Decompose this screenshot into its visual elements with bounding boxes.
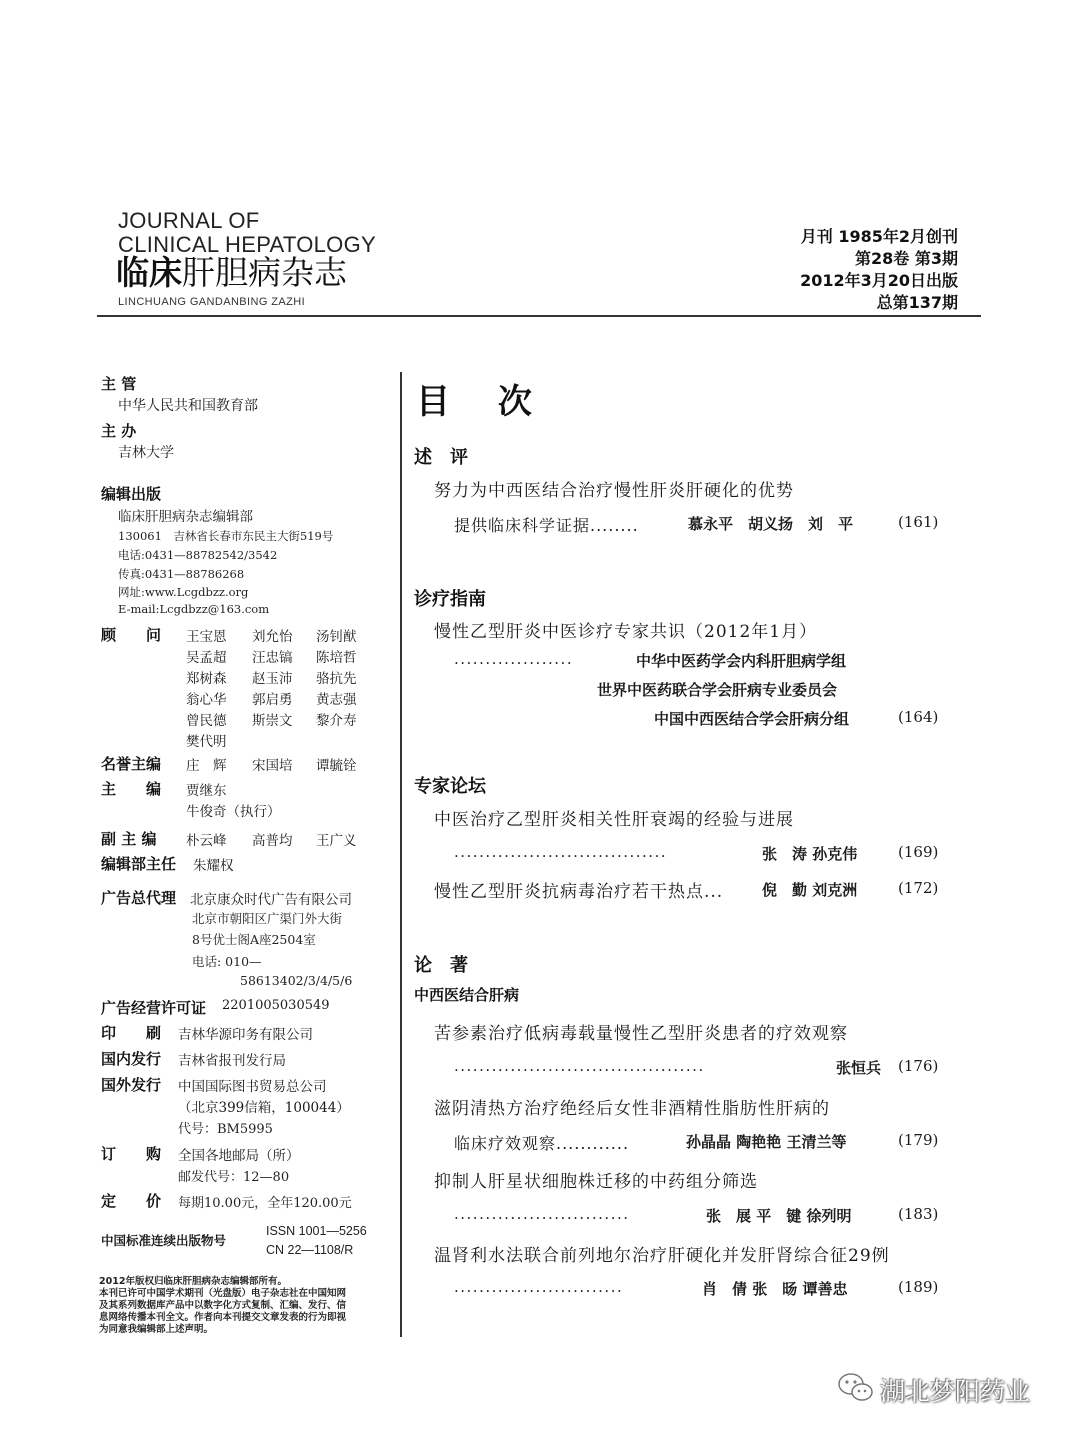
advisor-name: 赵玉沛 xyxy=(252,671,293,687)
section-guidelines: 诊疗指南 xyxy=(414,589,486,610)
article-authors: 倪 勤 刘克洲 xyxy=(762,881,858,899)
foreign-distributor-address: （北京399信箱，100044） xyxy=(178,1100,350,1116)
label-subscription: 订 购 xyxy=(101,1145,162,1163)
advisor-name: 樊代明 xyxy=(186,734,227,750)
article-title[interactable]: 慢性乙型肝炎中医诊疗专家共识（2012年1月） xyxy=(434,622,818,642)
leader-dots: ................... xyxy=(454,650,574,668)
leader-dots: .................................. xyxy=(454,843,668,861)
advisor-name: 斯崇文 xyxy=(252,713,293,729)
ad-license-number: 2201005030549 xyxy=(222,998,330,1013)
article-authors: 张 涛 孙克伟 xyxy=(762,845,858,863)
ad-agent-phone-label: 电话: 010— xyxy=(192,954,262,969)
journal-pinyin-title: LINCHUANG GANDANBING ZAZHI xyxy=(118,296,306,308)
article-title[interactable]: 努力为中西医结合治疗慢性肝炎肝硬化的优势 xyxy=(434,481,794,501)
advisor-name: 黎介寿 xyxy=(316,713,357,729)
article-page: (172) xyxy=(898,879,939,897)
value-phone: 电话:0431—88782542/3542 xyxy=(118,548,278,562)
value-fax: 传真:0431—88786268 xyxy=(118,567,245,581)
label-printing: 印 刷 xyxy=(101,1024,162,1042)
article-authors: 孙晶晶 陶艳艳 王清兰等 xyxy=(686,1133,847,1151)
journal-english-title-line2: CLINICAL HEPATOLOGY xyxy=(118,232,376,257)
honorary-editor-name: 宋国培 xyxy=(252,758,293,774)
advisor-name: 汪忠镐 xyxy=(252,650,293,666)
article-page: (164) xyxy=(898,708,939,726)
foreign-distributor: 中国国际图书贸易总公司 xyxy=(178,1079,327,1095)
article-page: (179) xyxy=(898,1131,939,1149)
label-zhuban: 主 办 xyxy=(101,422,137,440)
article-title[interactable]: 抑制人肝星状细胞株迁移的中药组分筛选 xyxy=(434,1172,758,1192)
issn-number: ISSN 1001—5256 xyxy=(266,1224,367,1238)
advisor-name: 黄志强 xyxy=(316,692,357,708)
column-divider xyxy=(400,372,402,1337)
journal-chinese-title-rest: 肝胆病杂志 xyxy=(182,253,347,292)
label-guwen: 顾 问 xyxy=(101,626,162,644)
article-page: (176) xyxy=(898,1057,939,1075)
ad-agent-address-2: 8号优士阁A座2504室 xyxy=(192,932,316,947)
article-title[interactable]: 温肾利水法联合前列地尔治疗肝硬化并发肝肾综合征29例 xyxy=(434,1246,890,1266)
label-zhuguan: 主 管 xyxy=(101,375,137,393)
ad-agent-phone-number: 58613402/3/4/5/6 xyxy=(240,973,353,988)
issue-info-volume: 第28卷 第3期 xyxy=(855,249,958,268)
label-mingyu-zhubian: 名誉主编 xyxy=(101,755,162,773)
article-title-cont[interactable]: 提供临床科学证据........ xyxy=(454,516,639,535)
issue-info-date: 2012年3月20日出版 xyxy=(800,271,958,290)
price-value: 每期10.00元，全年120.00元 xyxy=(178,1196,352,1211)
label-issn: 中国标准连续出版物号 xyxy=(101,1233,227,1248)
advisor-name: 刘允怡 xyxy=(252,629,293,645)
article-authors: 肖 倩 张 旸 谭善忠 xyxy=(702,1280,848,1298)
advisor-name: 郭启勇 xyxy=(252,692,293,708)
leader-dots: ........................................ xyxy=(454,1057,705,1075)
label-ad-license: 广告经营许可证 xyxy=(101,999,207,1017)
advisor-name: 吴孟超 xyxy=(186,650,227,666)
deputy-editor-name: 朴云峰 xyxy=(186,833,227,849)
article-title[interactable]: 中医治疗乙型肝炎相关性肝衰竭的经验与进展 xyxy=(434,810,794,830)
deputy-editor-name: 王广义 xyxy=(316,833,357,849)
copyright-line: 本刊已许可中国学术期刊（光盘版）电子杂志社在中国知网 xyxy=(99,1288,347,1299)
article-page: (169) xyxy=(898,843,939,861)
journal-chinese-title xyxy=(116,254,347,292)
advisor-name: 郑树森 xyxy=(186,671,227,687)
journal-english-title-line1: JOURNAL OF xyxy=(118,208,260,233)
copyright-line: 2012年版权归临床肝胆病杂志编辑部所有。 xyxy=(99,1276,287,1287)
ad-agent-company: 北京康众时代广告有限公司 xyxy=(190,892,352,908)
wechat-icon xyxy=(836,1370,876,1406)
section-review: 述 评 xyxy=(414,447,468,468)
editor-in-chief-name: 贾继东 xyxy=(186,783,227,799)
value-bianji-name: 临床肝胆病杂志编辑部 xyxy=(118,509,253,525)
value-zhuban: 吉林大学 xyxy=(118,445,174,461)
editorial-director-name: 朱耀权 xyxy=(193,858,234,874)
section-expert-forum: 专家论坛 xyxy=(414,776,486,797)
watermark-text: 湖北梦阳药业 xyxy=(880,1377,1031,1406)
copyright-line: 息网络传播本刊全文。作者向本刊提交文章发表的行为即视 xyxy=(99,1312,347,1323)
article-title[interactable]: 滋阴清热方治疗绝经后女性非酒精性脂肪性肝病的 xyxy=(434,1099,830,1119)
advisor-name: 翁心华 xyxy=(186,692,227,708)
cn-number: CN 22—1108/R xyxy=(266,1243,354,1257)
article-authors: 张 展 平 键 徐列明 xyxy=(706,1207,852,1225)
copyright-line: 为同意我编辑部上述声明。 xyxy=(99,1324,214,1335)
foreign-distributor-code: 代号：BM5995 xyxy=(178,1122,273,1137)
value-address: 130061 吉林省长春市东民主大街519号 xyxy=(118,529,334,543)
journal-chinese-title-bold: 临床 xyxy=(116,253,182,292)
article-title[interactable]: 慢性乙型肝炎抗病毒治疗若干热点... xyxy=(434,882,724,902)
label-fu-zhubian: 副 主 编 xyxy=(101,830,157,848)
value-email: E-mail:Lcgdbzz@163.com xyxy=(118,602,270,616)
domestic-distributor: 吉林省报刊发行局 xyxy=(178,1053,286,1069)
article-page: (189) xyxy=(898,1278,939,1296)
copyright-line: 及其系列数据库产品中以数字化方式复制、汇编、发行、信 xyxy=(99,1300,347,1311)
article-authors: 世界中医药联合学会肝病专业委员会 xyxy=(597,681,838,699)
section-original-articles: 论 著 xyxy=(414,955,468,976)
article-page: (183) xyxy=(898,1205,939,1223)
value-web: 网址:www.Lcgdbzz.org xyxy=(118,585,249,599)
label-price: 定 价 xyxy=(101,1192,162,1210)
advisor-name: 王宝恩 xyxy=(186,629,227,645)
label-domestic-distribution: 国内发行 xyxy=(101,1050,162,1068)
printer-name: 吉林华源印务有限公司 xyxy=(178,1027,313,1043)
advisor-name: 陈培哲 xyxy=(316,650,357,666)
executive-editor-name: 牛俊奇（执行） xyxy=(186,804,281,820)
ad-agent-address-1: 北京市朝阳区广渠门外大街 xyxy=(192,911,343,926)
label-ad-agent: 广告总代理 xyxy=(101,889,177,907)
honorary-editor-name: 谭毓铨 xyxy=(316,758,357,774)
article-authors: 中国中西医结合学会肝病分组 xyxy=(654,710,850,728)
deputy-editor-name: 高普均 xyxy=(252,833,293,849)
honorary-editor-name: 庄 辉 xyxy=(186,758,227,774)
label-editorial-director: 编辑部主任 xyxy=(101,855,177,873)
advisor-name: 汤钊猷 xyxy=(316,629,357,645)
article-authors: 慕永平 胡义扬 刘 平 xyxy=(688,515,854,533)
advisor-name: 骆抗先 xyxy=(316,671,357,687)
value-zhuguan: 中华人民共和国教育部 xyxy=(118,398,258,414)
article-page: (161) xyxy=(898,513,939,531)
masthead-rule xyxy=(97,315,981,317)
advisor-name: 曾民德 xyxy=(186,713,227,729)
article-authors: 中华中医药学会内科肝胆病学组 xyxy=(636,652,847,670)
article-authors: 张恒兵 xyxy=(836,1059,882,1077)
label-foreign-distribution: 国外发行 xyxy=(101,1076,162,1094)
postal-code: 邮发代号：12—80 xyxy=(178,1170,290,1185)
leader-dots: ............................ xyxy=(454,1205,630,1223)
article-title[interactable]: 苦参素治疗低病毒载量慢性乙型肝炎患者的疗效观察 xyxy=(434,1024,848,1044)
subscription-channel: 全国各地邮局（所） xyxy=(178,1148,300,1164)
subsection-integrated-medicine: 中西医结合肝病 xyxy=(414,986,520,1004)
article-title-cont[interactable]: 临床疗效观察............ xyxy=(454,1134,630,1153)
issue-info-total: 总第137期 xyxy=(876,293,958,312)
label-zhubian: 主 编 xyxy=(101,780,162,798)
label-bianji: 编辑出版 xyxy=(101,485,162,503)
leader-dots: ........................... xyxy=(454,1278,624,1296)
toc-heading: 目 次 xyxy=(416,382,550,422)
issue-info-frequency: 月刊 1985年2月创刊 xyxy=(800,227,958,246)
